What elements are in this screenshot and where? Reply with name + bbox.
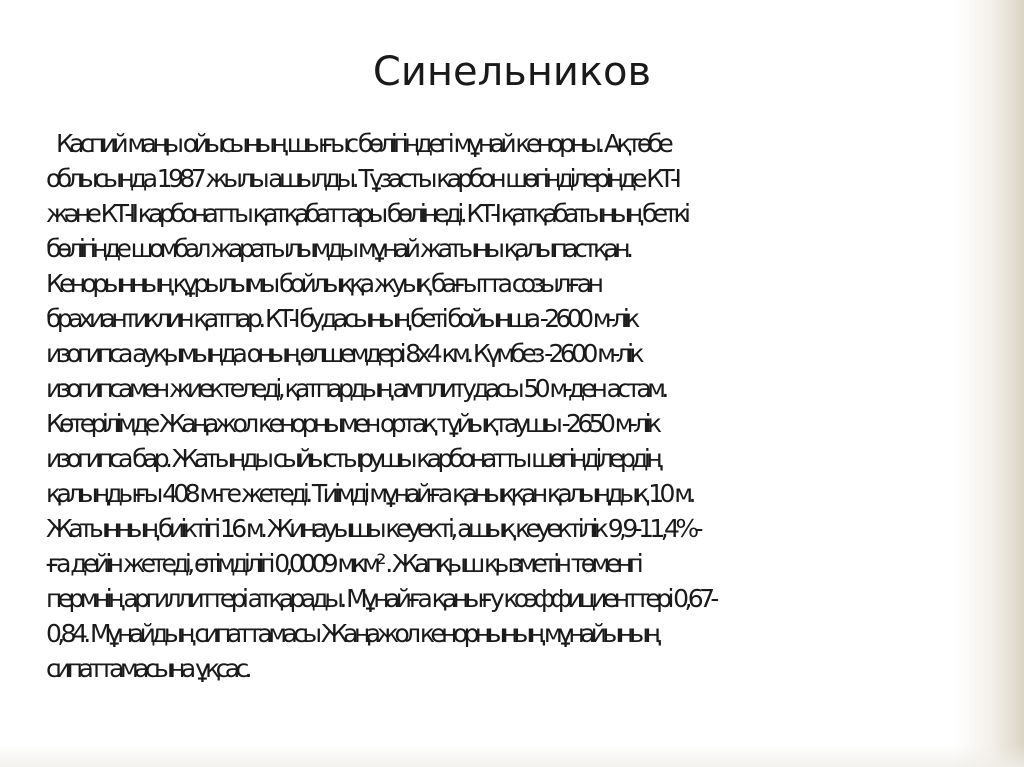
- body-line: изогипса ауқымында оның өлшемдері 8х4 км. Күмбез -2600 м-лік: [46, 339, 641, 368]
- bottom-shade-decoration: [0, 745, 1024, 767]
- body-line: 0,84. Мұнайдың сипаттамасы Жаңажол кенорнының мұнайының: [46, 619, 657, 648]
- body-line: Жатынның биіктігі 16 м. Жинауышы кеуекті, ашық кеуектілік 9,9-11,4%-: [46, 514, 699, 543]
- body-line: қалыңдығы 408 м-ге жетеді. Тиімді мұнайға қаныққан қалыңдық 10 м.: [46, 479, 692, 508]
- slide-title: Синельников: [372, 49, 652, 95]
- body-line: сипаттамасына ұқсас.: [46, 654, 249, 683]
- body-line: Кенорынның құрылымы бойлыққа жуық бағытта созылған: [46, 269, 600, 298]
- body-line: облысында 1987 жылы ашылды. Тұзасты карбон шөгінділерінде КТ-І: [46, 164, 678, 193]
- body-line: пермнің аргиллиттері атқарады. Мұнайға қанығу коэффициенттері 0,67-: [46, 584, 715, 613]
- body-line: бөлігінде шомбал жаратылымды мұнай жатыны қалыпастқан.: [46, 234, 630, 263]
- body-line: Көтерілімде Жаңажол кенорнымен ортақ тұйықтаушы -2650 м-лік: [46, 409, 658, 438]
- body-line: Каспий маңы ойысының шығыс бөлігіндегі мұнай кенорны. Ақтөбе: [56, 129, 670, 158]
- body-line: изогипсамен жиектеледі, қатпардың амплитудасы 50 м-ден астам.: [46, 374, 665, 403]
- body-line: ға дейін жетеді, өтімділігі 0,0009 мкм² . Жапқыш қызметін төменгі: [46, 549, 640, 578]
- body-line: брахиантиклин қатпар. КТ-І будасының беті бойынша -2600 м-лік: [46, 304, 636, 333]
- body-line: және КТ-ІІ карбонатты қатқабаттары бөлінеді. КТ-І қатқабатының беткі: [46, 199, 687, 228]
- slide-body-text: [46, 126, 1018, 686]
- body-line: изогипса бар. Жатынды сыйыстырушы карбонатты шөгінділердің: [46, 444, 659, 473]
